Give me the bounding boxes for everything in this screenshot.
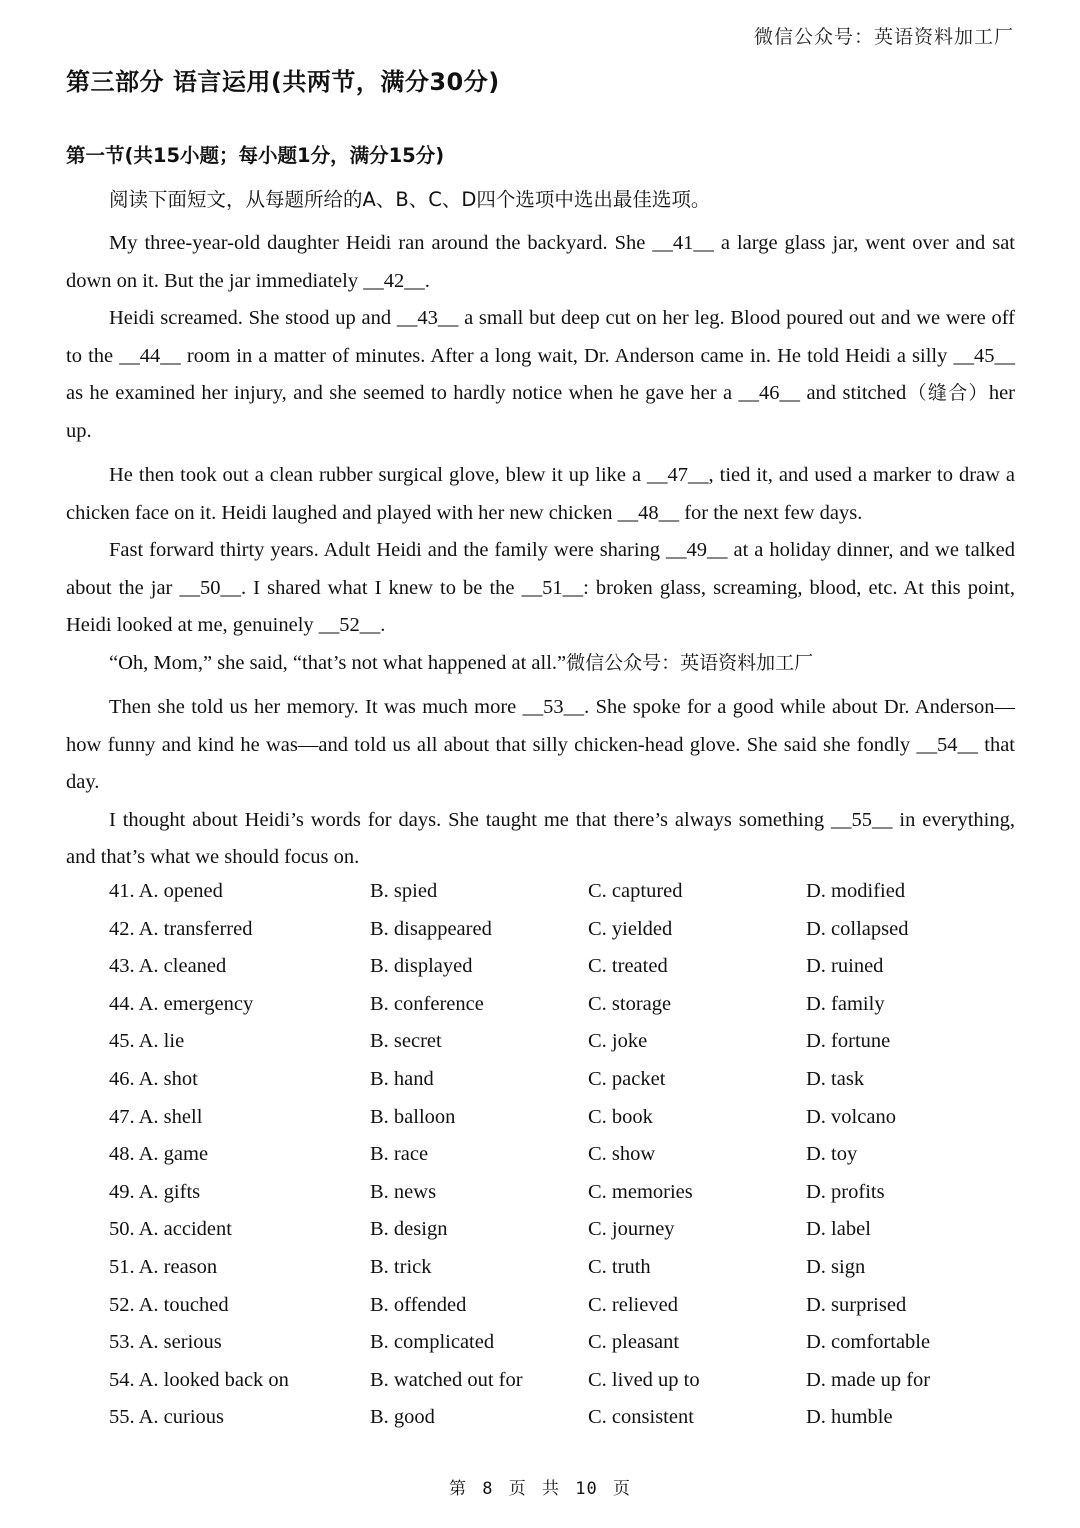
instruction: 阅读下面短文，从每题所给的A、B、C、D四个选项中选出最佳选项。 <box>109 188 711 211</box>
option-c: C. book <box>588 1105 653 1128</box>
option-d: D. fortune <box>806 1030 891 1053</box>
paragraph-1: My three-year-old daughter Heidi ran around the backyard. She __41__ a large glass jar, went over and sat down on it. But the jar immediately __42__. <box>66 232 1015 292</box>
option-row <box>109 1174 1015 1212</box>
option-d: D. toy <box>806 1143 858 1166</box>
page-label: 页 <box>612 1479 631 1499</box>
option-c: C. captured <box>588 880 683 902</box>
option-c: C. storage <box>588 992 672 1015</box>
option-d: D. profits <box>806 1180 885 1203</box>
paragraph-6: Then she told us her memory. It was much more __53__. She spoke for a good while about Dr. Anderson—how funny and kind he was—and told us all about that silly chicken-head glove. She said she fondly __54__ that day. <box>66 696 1015 793</box>
option-row <box>109 1211 1015 1249</box>
option-row <box>109 911 1015 949</box>
option-c: C. consistent <box>588 1406 694 1429</box>
page-label: 第 <box>449 1479 467 1499</box>
option-row <box>109 873 1015 911</box>
part-title: 第三部分 语言运用(共两节，满分30分) <box>66 68 500 96</box>
option-a: 41. A. opened <box>109 880 223 902</box>
page-label: 共 <box>542 1479 560 1499</box>
option-row <box>109 1061 1015 1099</box>
option-row <box>109 1399 1015 1437</box>
option-c: C. show <box>588 1143 656 1166</box>
paragraph-5-text: “Oh, Mom,” she said, “that’s not what happened at all.” <box>109 651 567 674</box>
option-row <box>109 1362 1015 1400</box>
option-a: 48. A. game <box>109 1143 209 1166</box>
option-d: D. label <box>806 1218 871 1241</box>
option-b: B. good <box>370 1406 435 1429</box>
option-c: C. journey <box>588 1218 675 1241</box>
page-total: 10 <box>575 1479 598 1499</box>
option-d: D. volcano <box>806 1105 896 1128</box>
option-c: C. packet <box>588 1067 666 1090</box>
option-d: D. comfortable <box>806 1331 931 1354</box>
option-c: C. lived up to <box>588 1368 700 1391</box>
option-a: 44. A. emergency <box>109 992 254 1015</box>
option-row <box>109 1099 1015 1137</box>
option-row <box>109 1324 1015 1362</box>
option-a: 50. A. accident <box>109 1218 232 1241</box>
paragraph-7: I thought about Heidi’s words for days. She taught me that there’s always something __55__ in everything, and that’s what we should focus on. <box>66 808 1015 868</box>
option-a: 55. A. curious <box>109 1406 225 1429</box>
options-list <box>109 873 1015 1437</box>
section-title: 第一节(共15小题；每小题1分，满分15分) <box>66 144 445 167</box>
header-watermark: 微信公众号：英语资料加工厂 <box>753 26 1014 48</box>
option-b: B. offended <box>370 1293 467 1316</box>
paragraph-2-text: Heidi screamed. She stood up and __43__ a small but deep cut on her leg. Blood poured out and we were off to the __44__ room in a matter of minutes. After a long wait, Dr. Anderson came in. He told Heidi a silly __45__ as he examined her injury, and she seemed to hardly notice when he gave her a __46__ and stitched <box>66 307 1015 404</box>
option-b: B. conference <box>370 992 484 1015</box>
option-b: B. watched out for <box>370 1368 523 1391</box>
paragraph-5 <box>66 645 1015 683</box>
option-c: C. memories <box>588 1180 693 1203</box>
option-d: D. task <box>806 1067 865 1090</box>
option-row <box>109 986 1015 1024</box>
option-a: 42. A. transferred <box>109 917 253 940</box>
option-a: 47. A. shell <box>109 1105 203 1128</box>
option-d: D. made up for <box>806 1368 931 1391</box>
option-b: B. displayed <box>370 955 473 978</box>
option-b: B. race <box>370 1143 429 1166</box>
option-d: D. ruined <box>806 955 884 978</box>
option-a: 46. A. shot <box>109 1067 198 1090</box>
option-c: C. treated <box>588 955 668 978</box>
option-d: D. family <box>806 992 885 1015</box>
option-a: 51. A. reason <box>109 1255 218 1278</box>
page-label: 页 <box>508 1479 527 1499</box>
option-c: C. joke <box>588 1030 648 1053</box>
paragraph-3: He then took out a clean rubber surgical glove, blew it up like a __47__, tied it, and used a marker to draw a chicken face on it. Heidi laughed and played with her new chicken __48__ for the next few days. <box>66 464 1015 524</box>
option-row <box>109 948 1015 986</box>
option-row <box>109 1136 1015 1174</box>
option-d: D. surprised <box>806 1293 907 1316</box>
option-a: 54. A. looked back on <box>109 1368 289 1391</box>
page-footer <box>0 1474 1080 1499</box>
option-b: B. trick <box>370 1255 432 1278</box>
paragraph-2-gloss: （缝合） <box>906 382 989 404</box>
option-a: 49. A. gifts <box>109 1180 201 1203</box>
option-a: 43. A. cleaned <box>109 955 227 978</box>
option-b: B. balloon <box>370 1105 456 1128</box>
option-row <box>109 1287 1015 1325</box>
option-b: B. news <box>370 1180 437 1203</box>
option-b: B. complicated <box>370 1331 495 1354</box>
option-d: D. humble <box>806 1406 893 1429</box>
option-b: B. hand <box>370 1067 434 1090</box>
option-a: 45. A. lie <box>109 1030 185 1053</box>
passage <box>66 225 1015 877</box>
option-b: B. secret <box>370 1030 442 1053</box>
option-c: C. pleasant <box>588 1331 680 1354</box>
option-b: B. design <box>370 1218 448 1241</box>
option-d: D. sign <box>806 1255 866 1278</box>
page-number: 8 <box>482 1479 494 1499</box>
option-row <box>109 1249 1015 1287</box>
paragraph-2 <box>66 300 1015 450</box>
paragraph-5-watermark: 微信公众号：英语资料加工厂 <box>566 651 814 674</box>
option-a: 52. A. touched <box>109 1293 229 1316</box>
option-c: C. relieved <box>588 1293 678 1316</box>
paragraph-2-end: her up. <box>66 382 1015 442</box>
option-row <box>109 1023 1015 1061</box>
option-a: 53. A. serious <box>109 1331 222 1354</box>
option-b: B. spied <box>370 880 438 902</box>
paragraph-4: Fast forward thirty years. Adult Heidi and the family were sharing __49__ at a holiday dinner, and we talked about the jar __50__. I shared what I knew to be the __51__: broken glass, screaming, blood, etc. At this point, Heidi looked at me, genuinely __52__. <box>66 539 1015 636</box>
option-c: C. truth <box>588 1255 651 1278</box>
option-c: C. yielded <box>588 917 673 940</box>
option-d: D. collapsed <box>806 917 909 940</box>
option-b: B. disappeared <box>370 917 492 940</box>
option-d: D. modified <box>806 880 906 902</box>
